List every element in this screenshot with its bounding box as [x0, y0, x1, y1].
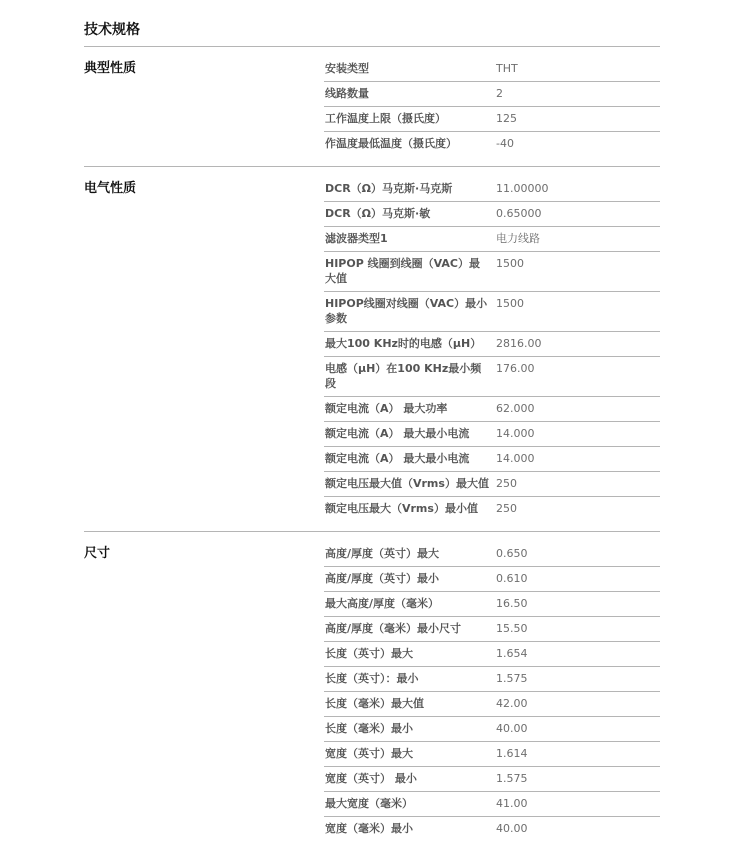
spec-value: 250 — [496, 502, 517, 515]
spec-table — [324, 532, 660, 851]
spec-value: 42.00 — [496, 697, 528, 710]
spec-value: 1500 — [496, 297, 524, 310]
spec-value: 125 — [496, 112, 517, 125]
spec-label: 宽度（英寸）最大 — [325, 747, 413, 760]
spec-label: 额定电流（A） 最大最小电流 — [325, 427, 470, 440]
spec-value: 176.00 — [496, 362, 535, 375]
spec-label: 宽度（英寸） 最小 — [325, 772, 417, 785]
spec-value: 41.00 — [496, 797, 528, 810]
spec-value: THT — [496, 62, 518, 75]
spec-label: 长度（英寸）：最小 — [325, 672, 419, 685]
spec-row — [324, 397, 660, 422]
spec-label: HIPOP线圈对线圈（VAC）最小参数 — [325, 297, 488, 325]
spec-value: 2816.00 — [496, 337, 542, 350]
spec-value: 2 — [496, 87, 503, 100]
spec-label: 作温度最低温度（摄氏度） — [325, 137, 457, 150]
spec-value: 16.50 — [496, 597, 528, 610]
spec-label: HIPOP 线圈到线圈（VAC）最大值 — [325, 257, 480, 285]
spec-row — [324, 252, 660, 292]
spec-label: 高度/厚度（英寸）最大 — [325, 547, 440, 560]
spec-label: 高度/厚度（英寸）最小 — [325, 572, 440, 585]
spec-row — [324, 692, 660, 717]
spec-label: 宽度（毫米）最小 — [325, 822, 413, 835]
spec-label: 工作温度上限（摄氏度） — [325, 112, 446, 125]
spec-row — [324, 642, 660, 667]
spec-row — [324, 472, 660, 497]
spec-value: 1.654 — [496, 647, 528, 660]
spec-row — [324, 767, 660, 792]
spec-row — [324, 332, 660, 357]
spec-row — [324, 292, 660, 332]
spec-value: 40.00 — [496, 722, 528, 735]
spec-row — [324, 357, 660, 397]
spec-value: 11.00000 — [496, 182, 549, 195]
spec-row — [324, 792, 660, 817]
spec-row — [324, 497, 660, 521]
spec-row — [324, 447, 660, 472]
spec-label: 额定电流（A） 最大最小电流 — [325, 452, 470, 465]
spec-label: 电感（μH）在100 KHz最小频段 — [325, 362, 482, 390]
spec-row — [324, 422, 660, 447]
spec-row — [324, 57, 660, 82]
section-title: 电气性质 — [84, 181, 137, 196]
spec-value: 14.000 — [496, 452, 535, 465]
spec-value: -40 — [496, 137, 514, 150]
spec-value: 电力线路 — [496, 232, 540, 245]
spec-row — [324, 202, 660, 227]
spec-label: 安装类型 — [325, 62, 369, 75]
spec-label: 高度/厚度（毫米）最小尺寸 — [325, 622, 462, 635]
spec-label: 长度（毫米）最大值 — [325, 697, 424, 710]
spec-value: 40.00 — [496, 822, 528, 835]
spec-value: 14.000 — [496, 427, 535, 440]
spec-label: 最大高度/厚度（毫米） — [325, 597, 440, 610]
spec-value: 1500 — [496, 257, 524, 270]
spec-row — [324, 82, 660, 107]
spec-value: 0.650 — [496, 547, 528, 560]
spec-label: 额定电流（A） 最大功率 — [325, 402, 448, 415]
spec-table — [324, 167, 660, 531]
spec-row — [324, 177, 660, 202]
tech-specs-page — [84, 0, 660, 851]
spec-label: DCR（Ω）马克斯·马克斯 — [325, 182, 453, 195]
spec-row — [324, 717, 660, 742]
spec-value: 0.65000 — [496, 207, 542, 220]
spec-row — [324, 592, 660, 617]
section-typical-properties — [84, 47, 660, 167]
spec-value: 62.000 — [496, 402, 535, 415]
spec-row — [324, 817, 660, 841]
spec-label: 最大宽度（毫米） — [325, 797, 413, 810]
section-title: 尺寸 — [84, 546, 111, 561]
spec-value: 15.50 — [496, 622, 528, 635]
spec-table — [324, 47, 660, 166]
spec-row — [324, 107, 660, 132]
spec-row — [324, 667, 660, 692]
section-dimensions — [84, 532, 660, 851]
spec-label: 长度（毫米）最小 — [325, 722, 413, 735]
spec-value: 250 — [496, 477, 517, 490]
spec-label: DCR（Ω）马克斯·敏 — [325, 207, 431, 220]
spec-row — [324, 567, 660, 592]
spec-row — [324, 542, 660, 567]
spec-row — [324, 617, 660, 642]
section-title: 典型性质 — [84, 61, 137, 76]
spec-row — [324, 227, 660, 252]
spec-label: 最大100 KHz时的电感（μH） — [325, 337, 482, 350]
spec-label: 长度（英寸）最大 — [325, 647, 413, 660]
spec-label: 滤波器类型1 — [325, 232, 388, 245]
spec-label: 额定电压最大值（Vrms）最大值 — [325, 477, 489, 490]
spec-value: 1.614 — [496, 747, 528, 760]
spec-value: 0.610 — [496, 572, 528, 585]
spec-label: 额定电压最大（Vrms）最小值 — [325, 502, 478, 515]
spec-value: 1.575 — [496, 672, 528, 685]
section-electrical-properties — [84, 167, 660, 532]
page-title: 技术规格 — [84, 0, 660, 47]
spec-value: 1.575 — [496, 772, 528, 785]
spec-row — [324, 132, 660, 156]
spec-row — [324, 742, 660, 767]
spec-label: 线路数量 — [325, 87, 369, 100]
